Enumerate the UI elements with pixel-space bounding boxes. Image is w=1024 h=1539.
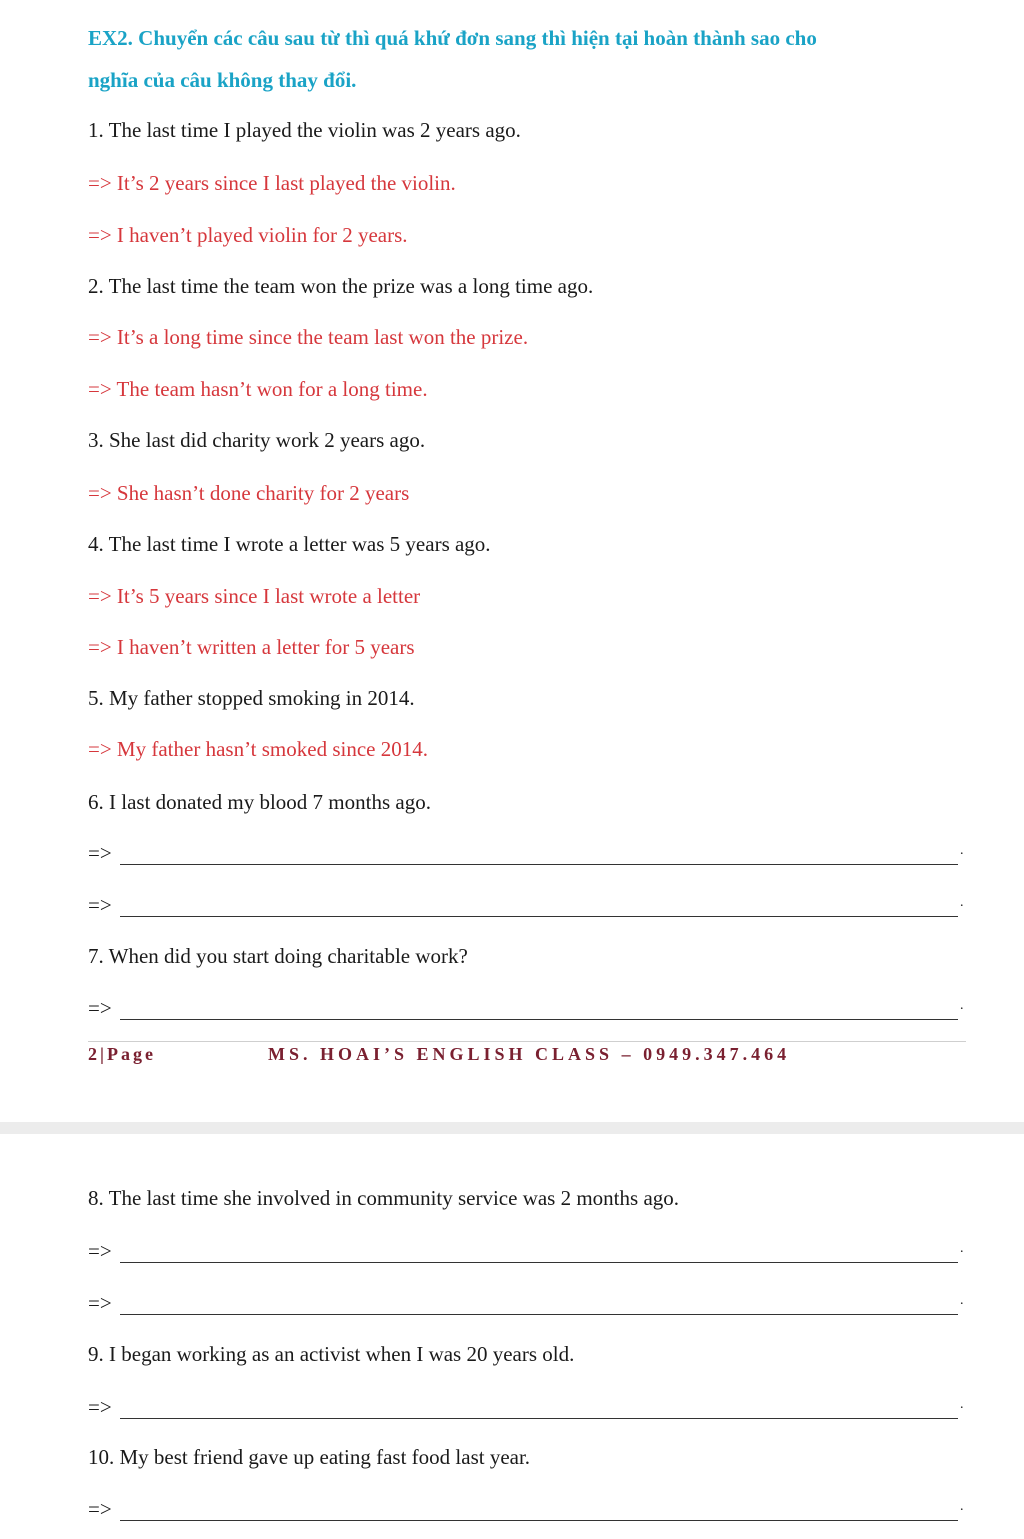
arrow-label: =>: [88, 1239, 112, 1263]
blank-line: [120, 916, 958, 917]
answer-3a: => She hasn’t done charity for 2 years: [88, 481, 410, 505]
answer-4b: => I haven’t written a letter for 5 years: [88, 635, 415, 659]
period-mark: .: [960, 895, 964, 910]
answer-5a: => My father hasn’t smoked since 2014.: [88, 737, 428, 761]
arrow-label: =>: [88, 893, 112, 917]
blank-line: [120, 864, 958, 865]
arrow-label: =>: [88, 1497, 112, 1521]
question-8: 8. The last time she involved in community service was 2 months ago.: [88, 1186, 680, 1210]
arrow-label: =>: [88, 996, 112, 1020]
answer-2b: => The team hasn’t won for a long time.: [88, 377, 428, 401]
question-3: 3. She last did charity work 2 years ago.: [88, 428, 426, 452]
arrow-label: =>: [88, 841, 112, 865]
question-6: 6. I last donated my blood 7 months ago.: [88, 790, 431, 814]
arrow-label: =>: [88, 1395, 112, 1419]
question-5: 5. My father stopped smoking in 2014.: [88, 686, 415, 710]
answer-blank-6a[interactable]: [88, 841, 964, 871]
answer-blank-7a[interactable]: [88, 996, 964, 1026]
period-mark: .: [960, 998, 964, 1013]
exercise-title-line-2: nghĩa của câu không thay đổi.: [88, 68, 357, 92]
answer-blank-6b[interactable]: [88, 893, 964, 923]
period-mark: .: [960, 1499, 964, 1514]
answer-blank-9a[interactable]: [88, 1395, 964, 1425]
period-mark: .: [960, 1241, 964, 1256]
class-info: MS. HOAI’S ENGLISH CLASS – 0949.347.464: [268, 1044, 791, 1064]
question-10: 10. My best friend gave up eating fast food last year.: [88, 1445, 531, 1469]
period-mark: .: [960, 1293, 964, 1308]
question-2: 2. The last time the team won the prize was a long time ago.: [88, 274, 594, 298]
period-mark: .: [960, 843, 964, 858]
blank-line: [120, 1520, 958, 1521]
blank-line: [120, 1019, 958, 1020]
answer-4a: => It’s 5 years since I last wrote a letter: [88, 584, 421, 608]
footer-divider: [88, 1041, 966, 1042]
blank-line: [120, 1314, 958, 1315]
period-mark: .: [960, 1397, 964, 1412]
answer-blank-8a[interactable]: [88, 1239, 964, 1269]
arrow-label: =>: [88, 1291, 112, 1315]
answer-2a: => It’s a long time since the team last won the prize.: [88, 325, 529, 349]
blank-line: [120, 1262, 958, 1263]
answer-blank-8b[interactable]: [88, 1291, 964, 1321]
exercise-title-line-1: EX2. Chuyển các câu sau từ thì quá khứ đơn sang thì hiện tại hoàn thành sao cho: [88, 26, 817, 50]
answer-1b: => I haven’t played violin for 2 years.: [88, 223, 408, 247]
answer-blank-10a[interactable]: [88, 1497, 964, 1527]
question-1: 1. The last time I played the violin was 2 years ago.: [88, 118, 521, 142]
question-7: 7. When did you start doing charitable work?: [88, 944, 468, 968]
blank-line: [120, 1418, 958, 1419]
question-4: 4. The last time I wrote a letter was 5 years ago.: [88, 532, 491, 556]
answer-1a: => It’s 2 years since I last played the violin.: [88, 171, 456, 195]
question-9: 9. I began working as an activist when I was 20 years old.: [88, 1342, 575, 1366]
page-number: 2|Page: [88, 1044, 156, 1064]
worksheet-page-3: [0, 1134, 1024, 1539]
